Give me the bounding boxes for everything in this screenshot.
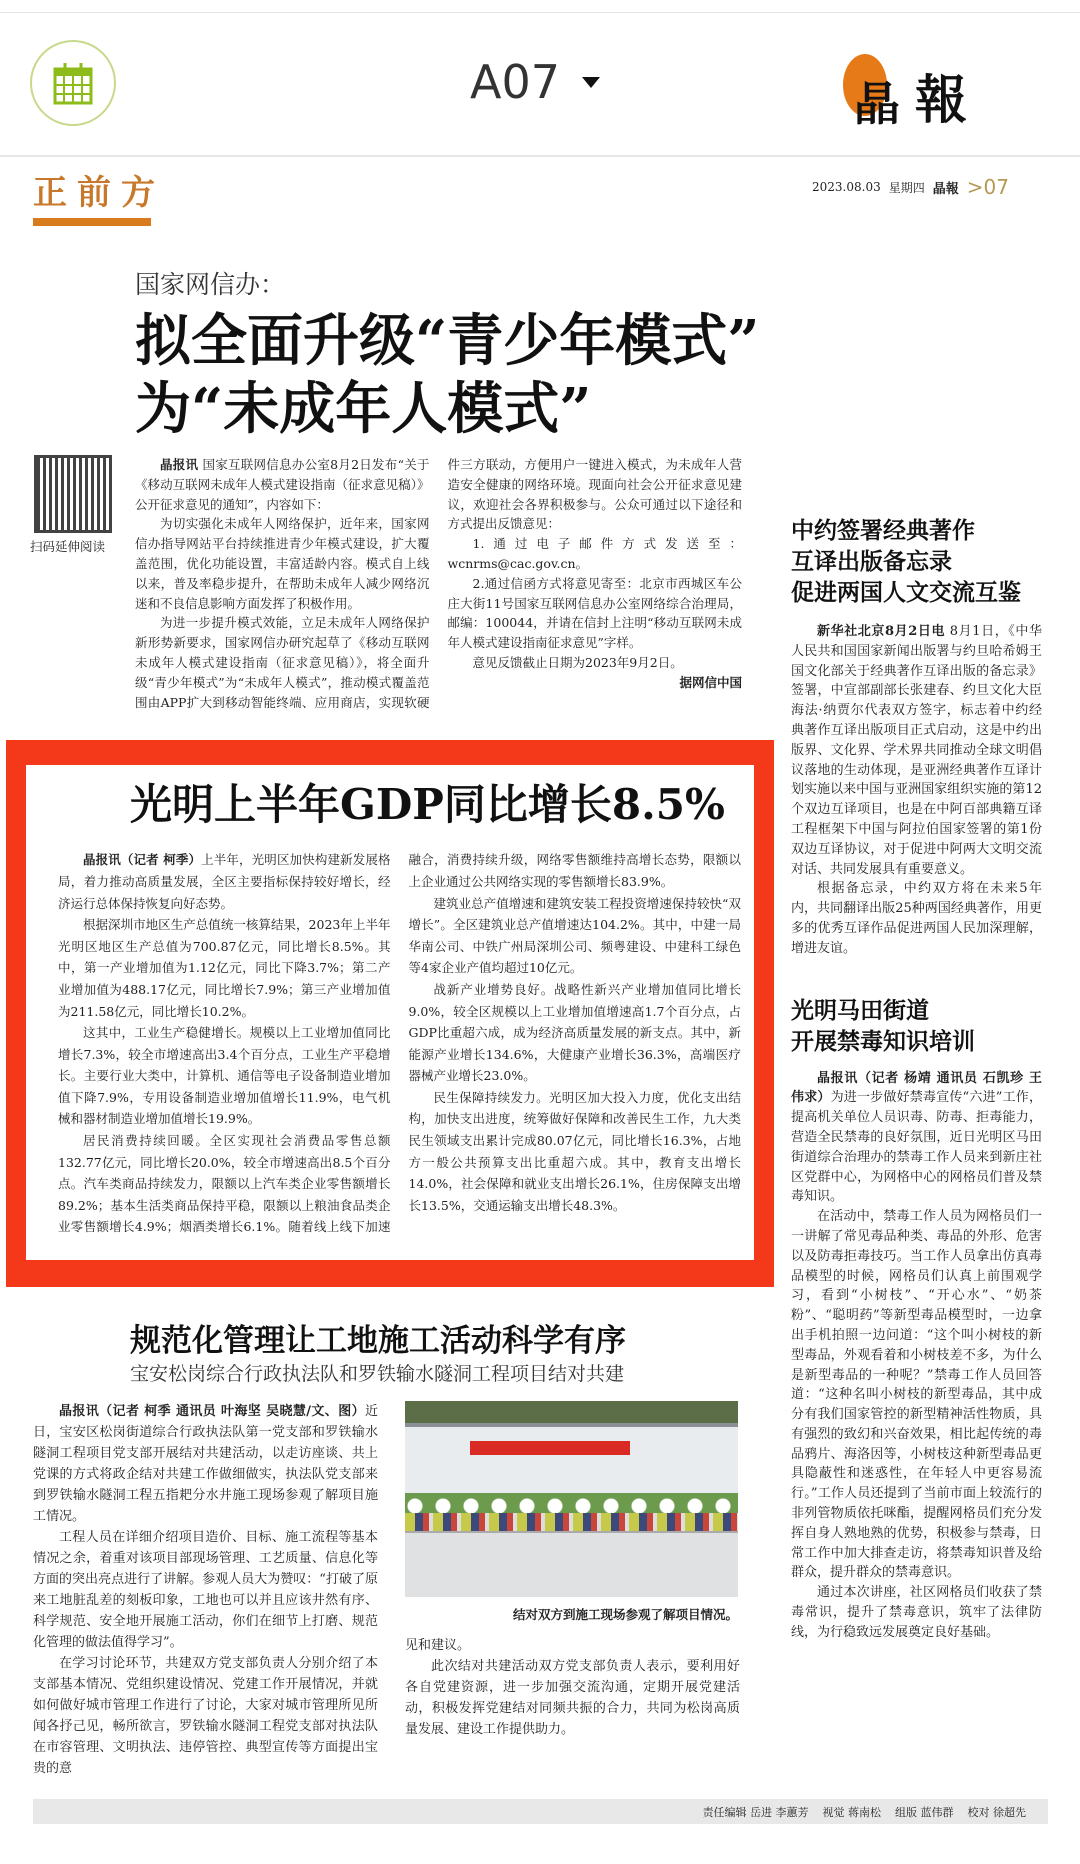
byline: 晶报讯 bbox=[160, 457, 199, 472]
paragraph: 根据备忘录，中约双方将在未来5年内，共同翻译出版25种两国经典著作，用更多的优秀互译作品促进两国人民加深理解，增进友谊。 bbox=[791, 881, 1042, 956]
paragraph: 建筑业总产值增速和建筑安装工程投资增速保持较快“双增长”。全区建筑业总产值增速达104.2%。其中，中建一局华南公司、中铁广州局深圳公司、频粤建设、中建科工绿色等4家企业产值均超过10亿元。 bbox=[408, 895, 741, 976]
paragraph-text: 国家互联网信息办公室8月2日发布“关于《移动互联网未成年人模式建设指南（征求意见稿）》公开征求意见的通知”，内容如下： bbox=[135, 457, 430, 512]
paragraph: 在学习讨论环节，共建双方党支部负责人分别介绍了本支部基本情况、党组织建设情况、党建工作开展情况，并就如何做好城市管理工作进行了讨论，大家对城市管理所见所闻各抒己见，畅所欲言，罗铁输水隧洞工程党支部对执法队在市容管理、文明执法、违停管控、典型宣传等方面提出宝贵的意 bbox=[33, 1656, 378, 1777]
paragraph-continued: 见和建议。 bbox=[405, 1638, 471, 1654]
paragraph: 意见反馈截止日期为2023年9月2日。 bbox=[472, 654, 683, 670]
chevron-down-icon bbox=[582, 77, 600, 88]
headline-line: 为“未成年人模式” bbox=[135, 376, 592, 442]
credit: 组版 蓝伟群 bbox=[895, 1805, 954, 1819]
site-body-col1 bbox=[33, 1401, 378, 1779]
byline: 新华社北京8月2日电 bbox=[817, 624, 946, 639]
photo-wall bbox=[405, 1423, 738, 1493]
jordan-body bbox=[791, 622, 1042, 959]
issue-date: 2023.08.03 bbox=[812, 180, 881, 194]
calendar-icon bbox=[53, 61, 93, 105]
paragraph-text: 上半年，光明区加快构建新发展格局，着力推动高质量发展，全区主要指标保持较好增长，经济运行总体保持恢复向好态势。 bbox=[58, 852, 391, 911]
headline-line: 互译出版备忘录 bbox=[791, 548, 952, 575]
calendar-button[interactable] bbox=[30, 40, 116, 126]
qr-code[interactable] bbox=[34, 455, 112, 533]
article1-row bbox=[6, 455, 775, 712]
paragraph: 工程人员在详细介绍项目造价、目标、施工流程等基本情况之余，着重对该项目部现场管理、工艺质量、信息化等方面的突出亮点进行了讲解。参观人员大为赞叹：“打破了原来工地脏乱差的刻板印象，工地也可以并且应该井然有序、科学规范、安全地开展施工活动，你们在细节上打磨、规范化管理的做法值得学习”。 bbox=[33, 1530, 378, 1651]
paragraph: 民生保障持续发力。光明区加大投入力度，优化支出结构，加快支出进度，统筹做好保障和改善民生工作，九大类民生领域支出累计完成80.07亿元，同比增长16.3%，占地方一般公共预算支出比重超六成。其中，教育支出增长14.0%，社会保障和就业支出增长26.1%，住房保障支出增长13.5%，交通运输支出增长48.3%。 bbox=[408, 1089, 741, 1213]
page-number: >07 bbox=[966, 175, 1009, 199]
drug-headline[interactable] bbox=[791, 995, 1042, 1057]
gdp-body bbox=[58, 849, 741, 1238]
paragraph: 为切实强化未成年人网络保护，近年来，国家网信办指导网站平台持续推进青少年模式建设，扩大覆盖范围，优化功能设置，丰富适龄内容。模式自上线以来，普及率稳步提升，在帮助未成年人减少网络沉迷和不良信息影响方面发挥了积极作用。 bbox=[135, 516, 430, 611]
paragraph: 战新产业增势良好。战略性新兴产业增加值同比增长9.0%，较全区规模以上工业增加值增速高1.7个百分点，占GDP比重超六成，成为经济高质量发展的新支点。其中，新能源产业增长134.6%，大健康产业增长36.3%，高端医疗器械产业增长23.0%。 bbox=[408, 981, 741, 1084]
article1-body bbox=[135, 455, 742, 712]
byline: 晶报讯（记者 杨靖 通讯员 石凯珍 王伟求） bbox=[791, 1070, 1042, 1106]
page-label: A07 bbox=[470, 55, 561, 109]
paragraph: 在活动中，禁毒工作人员为网格员们一一讲解了常见毒品种类、毒品的外形、危害以及防毒拒毒技巧。当工作人员拿出仿真毒品模型的时候，网格员们认真上前围观学习，看到“小树枝”、“开心水”、“奶茶粉”、“聪明药”等新型毒品模型时，一边拿出手机拍照一边问道：“这个叫小树枝的新型毒品，外观看着和小树枝差不多，为什么是新型毒品的一种呢？”禁毒工作人员回答道：“这种名叫小树枝的新型毒品，其中成分有我们国家管控的新型精神活性物质，具有强烈的致幻和兴奋效果，相比起传统的毒品鸦片、海洛因等，小树枝这种新型毒品更具隐蔽性和迷惑性，在年轻人中更容易流行。”工作人员还提到了当前市面上较流行的非列管物质依托咪酯，提醒网格员们充分发挥自身人熟地熟的优势，积极参与禁毒，日常工作中加大排查走访，将禁毒知识普及给群众，提升群众的禁毒意识。 bbox=[791, 1209, 1042, 1581]
paragraph: 1.通过电子邮件方式发送至：wcnrms@cac.gov.cn。 bbox=[447, 536, 742, 571]
paragraph: 2.通过信函方式将意见寄至：北京市西城区车公庄大街11号国家互联网信息办公室网络综合治理局，邮编：100044，并请在信封上注明“移动互联网未成年人模式建设指南征求意见”字样。 bbox=[447, 575, 742, 651]
byline: 晶报讯（记者 柯季） bbox=[83, 852, 202, 868]
photo-caption: 结对双方到施工现场参观了解项目情况。 bbox=[512, 1607, 738, 1623]
paragraph: 通过本次讲座，社区网格员们收获了禁毒常识，提升了禁毒意识，筑牢了法律防线，为行稳致远发展奠定良好基础。 bbox=[791, 1585, 1042, 1640]
construction-site-photo[interactable] bbox=[405, 1401, 738, 1597]
paragraph bbox=[791, 622, 1042, 879]
source-credit: 据网信中国 bbox=[679, 674, 742, 690]
paragraph: 这其中，工业生产稳健增长。规模以上工业增加值同比增长7.3%，较全市增速高出3.4个百分点，工业生产平稳增长。主要行业大类中，计算机、通信等电子设备制造业增加值下降7.9%，专用设备制造业增加值增长11.9%，电气机械和器材制造业增加值增长19.9%。 bbox=[58, 1025, 391, 1127]
dateline bbox=[812, 175, 1009, 199]
masthead bbox=[0, 0, 1080, 250]
logo-glyph-1: 晶 bbox=[854, 77, 900, 131]
headline-line: 拟全面升级“青少年模式” bbox=[135, 308, 760, 374]
gdp-headline[interactable]: 光明上半年GDP同比增长8.5% bbox=[130, 780, 725, 830]
drug-body bbox=[791, 1069, 1042, 1643]
paragraph bbox=[791, 1069, 1042, 1208]
qr-caption: 扫码延伸阅读 bbox=[30, 539, 106, 554]
left-column bbox=[0, 250, 775, 1779]
paragraph-text: 8月1日，《中华人民共和国国家新闻出版署与约旦哈希姆王国文化部关于经典著作互译出版的备忘录》签署，中宣部副部长张建春、约旦文化大臣海法·纳贾尔代表双方签字，标志着中约经典著作互译出版项目正式启动，这是中约出版界、文化界、学术界共同推动全球文明倡议落地的生动体现，是亚洲经典著作互译计划实施以来中国与亚洲国家组织实施的第12个双边互译项目，也是在中阿百部典籍互译工程框架下中国与阿拉伯国家签署的第1份双边互译协议，对于促进中阿两大文明交流对话、共同发展具有重要意义。 bbox=[791, 624, 1042, 877]
page-selector-dropdown[interactable] bbox=[470, 55, 600, 109]
paragraph: 为进一步提升模式效能，立足未成年人网络保护新形势新要求，国家网信办研究起草了《移动互联网未成年人模式建设指南（征求意见稿）》，将全面升级“青少年模式”为“未成年人模式”，推动模式覆盖范围由APP扩大到移动智能终端、应用商店，实现软硬件三方联动，方便用户一键进入模式，为未成年人营造安全健康的网络环境。现面向社会公开征求意见建议，欢迎社会各界积极参与。公众可通过以下途径和方式提出反馈意见： bbox=[135, 457, 742, 710]
site-body-row bbox=[6, 1401, 775, 1779]
credit: 责任编辑 岳进 李蕙芳 bbox=[702, 1805, 809, 1819]
mini-logo: 晶報 bbox=[932, 181, 959, 197]
credit: 视觉 蒋南松 bbox=[822, 1805, 881, 1819]
section-underline bbox=[33, 218, 151, 226]
issue-weekday: 星期四 bbox=[888, 180, 925, 195]
headline-line: 光明马田街道 bbox=[791, 996, 929, 1024]
site-body-col2 bbox=[405, 1635, 740, 1740]
credit: 校对 徐超先 bbox=[967, 1805, 1026, 1819]
section-title: 正前方 bbox=[33, 173, 165, 213]
headline-line: 中约签署经典著作 bbox=[791, 517, 975, 544]
qr-block bbox=[30, 455, 135, 555]
site-headline[interactable]: 规范化管理让工地施工活动科学有序 bbox=[130, 1323, 626, 1360]
paragraph: 居民消费持续回暖。全区实现社会消费品零售总额132.77亿元，同比增长20.0%，较全市增速高出8.5个百分点。汽车类商品持续发力，限额以上汽车类企业零售额增长89.2%；基本生活类商品保持平稳，限额以上粮油食品类企业零售额增长4.9%；烟酒类增长6.1%。随着线上线下加速融合，消费持续升级，网络零售额维持高增长态势，限额以上企业通过公共网络实现的零售额增长83.9%。 bbox=[58, 852, 741, 1235]
article1-kicker[interactable]: 国家网信办： bbox=[135, 270, 286, 299]
site-subtitle: 宝安松岗综合行政执法队和罗铁输水隧洞工程项目结对共建 bbox=[130, 1363, 625, 1386]
top-divider bbox=[0, 12, 1080, 13]
credits-bar bbox=[33, 1799, 1048, 1824]
paragraph-text: 近日，宝安区松岗街道综合行政执法队第一党支部和罗铁输水隧洞工程项目党支部开展结对共建活动，以走访座谈、共上党课的方式将政企结对共建工作做细做实，执法队党支部来到罗铁输水隧洞工程五指耙分水井施工现场参观了解项目施工情况。 bbox=[33, 1404, 378, 1525]
page-content bbox=[0, 250, 1080, 1779]
right-column bbox=[791, 250, 1042, 1643]
paragraph bbox=[135, 455, 430, 514]
paragraph bbox=[33, 1401, 378, 1527]
byline: 晶报讯（记者 柯季 通讯员 叶海坚 吴晓慧/文、图） bbox=[59, 1404, 365, 1420]
paragraph: 根据深圳市地区生产总值统一核算结果，2023年上半年光明区地区生产总值为700.87亿元，同比增长8.5%。其中，第一产业增加值为1.12亿元，同比下降3.7%；第二产业增加值为488.17亿元，同比增长7.9%；第三产业增加值为211.58亿元，同比增长10.2%。 bbox=[58, 917, 391, 1019]
headline-line: 促进两国人文交流互鉴 bbox=[791, 579, 1021, 606]
paragraph bbox=[58, 849, 391, 914]
header-divider bbox=[0, 155, 1080, 157]
site-body-col2-wrap bbox=[405, 1401, 740, 1740]
jordan-headline[interactable] bbox=[791, 515, 1042, 608]
newspaper-logo bbox=[840, 48, 990, 131]
photo-banner bbox=[470, 1441, 630, 1455]
headline-line: 开展禁毒知识培训 bbox=[791, 1027, 975, 1055]
logo-glyph-2: 報 bbox=[915, 70, 968, 131]
highlight-frame bbox=[6, 740, 774, 1287]
paragraph-text: 为进一步做好禁毒宣传“六进”工作，提高机关单位人员识毒、防毒、拒毒能力，营造全民禁毒的良好氛围，近日光明区马田街道综合治理办的禁毒工作人员来到新庄社区党群中心，为网格中心的网格员们普及禁毒知识。 bbox=[791, 1090, 1042, 1205]
article1-headline[interactable] bbox=[135, 307, 775, 443]
photo-concrete bbox=[405, 1531, 738, 1597]
paragraph: 此次结对共建活动双方党支部负责人表示，要利用好各自党建资源，进一步加强交流沟通，定期开展党建活动，积极发挥党建结对同频共振的合力，共同为松岗高质量发展、建设工作提供助力。 bbox=[405, 1659, 740, 1738]
